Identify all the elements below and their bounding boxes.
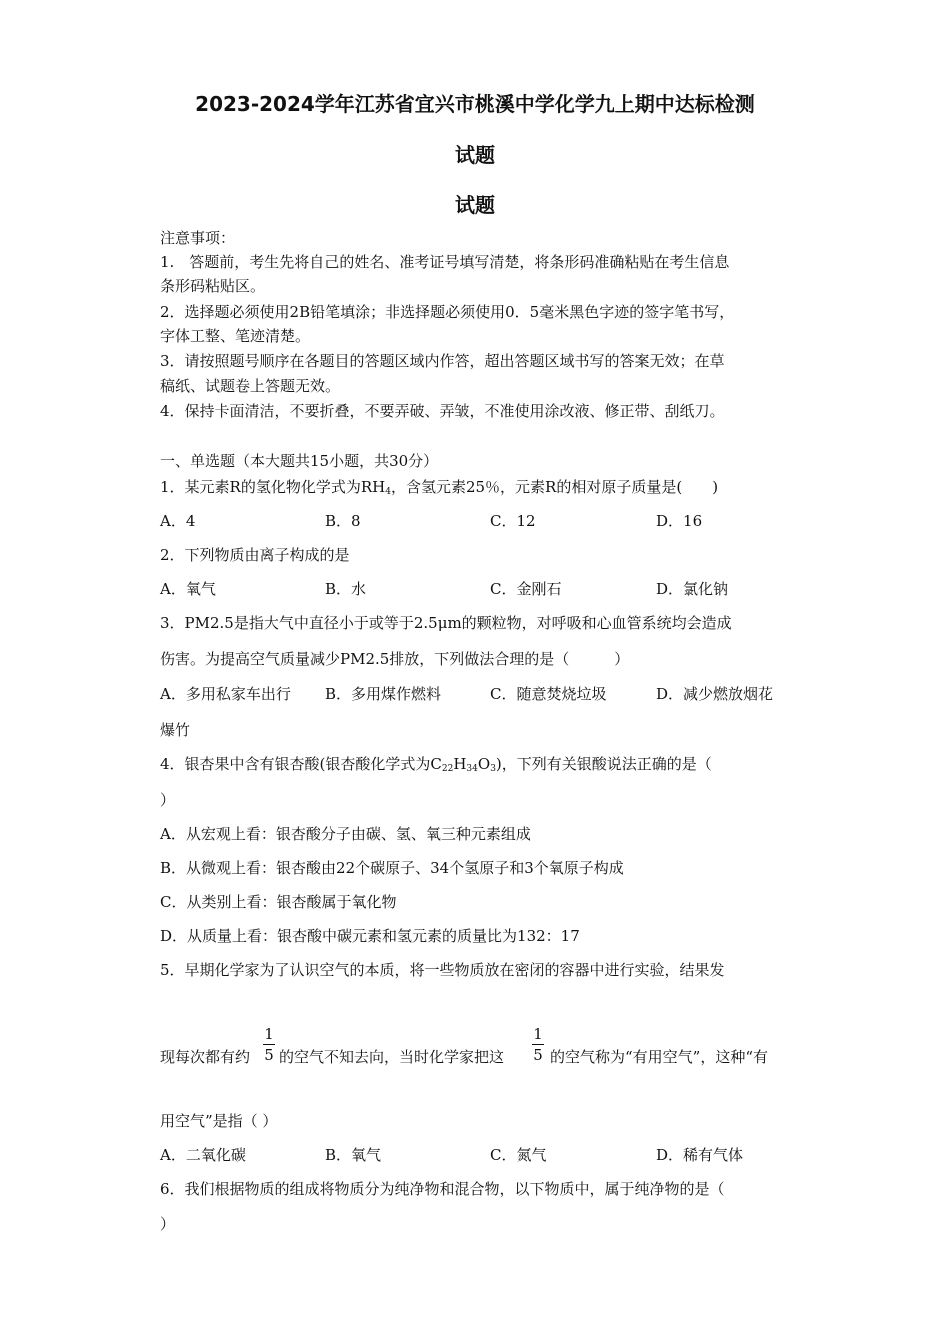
notice-item-2b: 字体工整、笔迹清楚。 (160, 327, 311, 345)
fraction-numerator: 1 (264, 1025, 274, 1043)
question-5-text-2: 的空气不知去向，当时化学家把这 (279, 1048, 505, 1066)
notice-item-4: 4．保持卡面清洁，不要折叠，不要弄破、弄皱，不准使用涂改液、修正带、刮纸刀。 (160, 402, 725, 420)
q2-option-c: C．金刚石 (490, 580, 562, 598)
q1-option-d: D．16 (656, 512, 703, 530)
q2-option-d: D．氯化钠 (656, 580, 729, 598)
notice-item-3a: 3．请按照题号顺序在各题目的答题区域内作答，超出答题区域书写的答案无效；在草 (160, 352, 725, 370)
question-5-text-1: 现每次都有约 (160, 1048, 251, 1066)
question-4-stem: 4．银杏果中含有银杏酸(银杏酸化学式为$C_{22}H_{34}O_3$)，下列有关银酸说法正确的是（ (160, 755, 712, 774)
notice-item-3b: 稿纸、试题卷上答题无效。 (160, 377, 341, 395)
q3-option-d: D．减少燃放烟花 (656, 685, 774, 703)
q3-option-c: C．随意焚烧垃圾 (490, 685, 607, 703)
question-5-text-3: 的空气称为“有用空气”，这种“有 (550, 1048, 769, 1066)
question-6-stem-b: ） (160, 1215, 176, 1233)
q1-option-a: A．4 (160, 512, 196, 530)
question-3-stem-a: 3．PM2.5是指大气中直径小于或等于2.5μm的颗粒物，对呼吸和心血管系统均会造成 (160, 614, 732, 632)
page-title-line2: 试题 (455, 143, 495, 167)
page-title-line1: 2023-2024学年江苏省宜兴市桃溪中学化学九上期中达标检测 (195, 92, 755, 116)
q3-option-a: A．多用私家车出行 (160, 685, 291, 703)
q1-option-b: B．8 (325, 512, 361, 530)
q3-option-d-continued: 爆竹 (160, 721, 191, 739)
q1-option-c: C．12 (490, 512, 536, 530)
question-5-stem-c: 用空气”是指（ ） (160, 1112, 278, 1130)
notice-item-2a: 2．选择题必须使用2B铅笔填涂；非选择题必须使用0．5毫米黑色字迹的签字笔书写， (160, 303, 735, 321)
section-heading: 一、单选题（本大题共15小题，共30分） (160, 452, 439, 470)
q4-option-a: A．从宏观上看：银杏酸分子由碳、氢、氧三种元素组成 (160, 825, 531, 843)
q4-option-c: C．从类别上看：银杏酸属于氧化物 (160, 893, 397, 911)
question-2-stem: 2．下列物质由离子构成的是 (160, 546, 350, 564)
fraction-denominator: 5 (533, 1046, 543, 1064)
q4-option-b: B．从微观上看：银杏酸由22个碳原子、34个氢原子和3个氧原子构成 (160, 859, 624, 877)
q5-option-c: C．氮气 (490, 1146, 547, 1164)
fraction-one-fifth-2 (532, 1025, 544, 1064)
question-1-stem: 1．某元素R的氢化物化学式为$RH_4$，含氢元素25％，元素R的相对原子质量是( ) (160, 478, 719, 497)
question-6-stem-a: 6．我们根据物质的组成将物质分为纯净物和混合物，以下物质中，属于纯净物的是（ (160, 1180, 725, 1198)
fraction-denominator: 5 (264, 1046, 274, 1064)
fraction-one-fifth-1 (263, 1025, 275, 1064)
q3-option-b: B．多用煤作燃料 (325, 685, 442, 703)
q2-option-a: A．氧气 (160, 580, 216, 598)
question-4-stem-b: ） (160, 791, 176, 809)
q2-option-b: B．水 (325, 580, 367, 598)
page-title-line3: 试题 (455, 193, 495, 217)
notice-heading: 注意事项： (160, 229, 236, 247)
question-3-stem-b: 伤害。为提高空气质量减少PM2.5排放，下列做法合理的是（ ） (160, 650, 630, 668)
q5-option-d: D．稀有气体 (656, 1146, 744, 1164)
q4-option-d: D．从质量上看：银杏酸中碳元素和氢元素的质量比为132：17 (160, 927, 580, 945)
q5-option-a: A．二氧化碳 (160, 1146, 246, 1164)
fraction-numerator: 1 (533, 1025, 543, 1043)
q5-option-b: B．氧气 (325, 1146, 382, 1164)
question-5-stem-a: 5．早期化学家为了认识空气的本质，将一些物质放在密闭的容器中进行实验，结果发 (160, 961, 725, 979)
notice-item-1a: 1. 答题前，考生先将自己的姓名、准考证号填写清楚，将条形码准确粘贴在考生信息 (160, 253, 730, 271)
notice-item-1b: 条形码粘贴区。 (160, 277, 266, 295)
